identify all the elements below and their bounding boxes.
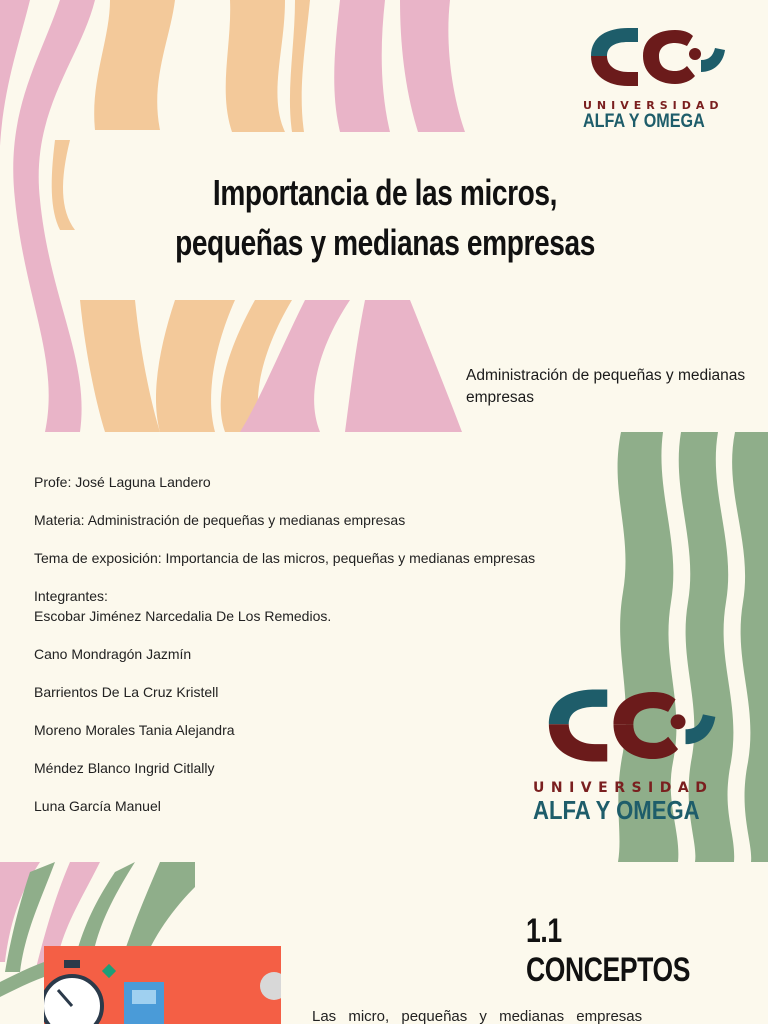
member-item: Luna García Manuel: [34, 798, 161, 814]
info-block: [34, 472, 554, 834]
member-item: Méndez Blanco Ingrid Citlally: [34, 760, 215, 776]
section-heading: 1.1 CONCEPTOS: [526, 912, 690, 989]
tema-text: Tema de exposición: Importancia de las micros, pequeñas y medianas empresas: [34, 550, 536, 566]
page-title: Importancia de las micros, pequeñas y medianas empresas: [175, 172, 595, 263]
section-body: Las micro, pequeñas y medianas empresas: [312, 1008, 643, 1024]
profe-text: Profe: José Laguna Landero: [34, 474, 211, 490]
concept-illustration: [44, 946, 281, 1024]
logo-mark-icon: [583, 26, 728, 92]
member-item: Barrientos De La Cruz Kristell: [34, 684, 219, 700]
logo-line1: UNIVERSIDAD: [583, 99, 724, 112]
university-logo: [583, 26, 728, 132]
stopwatch-icon: [44, 946, 281, 1024]
slide-title: [0, 0, 768, 432]
member-item: Escobar Jiménez Narcedalia De Los Remedios.: [34, 608, 332, 624]
logo-line1: UNIVERSIDAD: [533, 780, 714, 796]
slide-concepts: [0, 862, 768, 1024]
member-item: Moreno Morales Tania Alejandra: [34, 722, 235, 738]
integrantes-label: Integrantes:: [34, 588, 108, 604]
subtitle: Administración de pequeñas y medianas empresas: [466, 367, 746, 406]
logo-mark-icon: [533, 687, 725, 769]
university-logo-large: [533, 687, 733, 827]
member-item: Cano Mondragón Jazmín: [34, 646, 192, 662]
logo-line2: ALFA Y OMEGA: [533, 795, 700, 825]
logo-line2: ALFA Y OMEGA: [583, 111, 705, 132]
integrantes-block: [34, 586, 554, 626]
materia-text: Materia: Administración de pequeñas y medianas empresas: [34, 512, 406, 528]
